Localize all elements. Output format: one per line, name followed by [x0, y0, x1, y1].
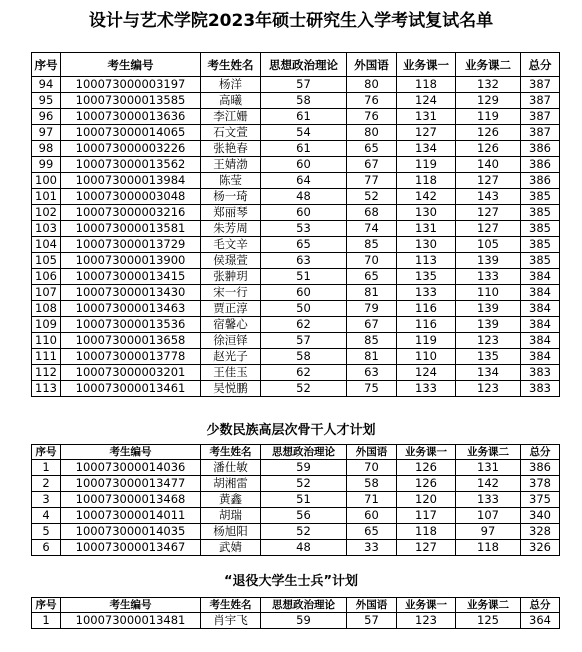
cell-serial-no: 98: [32, 141, 61, 157]
cell-foreign-language-score: 71: [347, 492, 397, 508]
cell-major-course-2-score: 110: [456, 285, 521, 301]
cell-major-course-2-score: 107: [456, 508, 521, 524]
cell-serial-no: 105: [32, 253, 61, 269]
cell-candidate-name: 吴悦鹏: [201, 381, 261, 397]
cell-candidate-id: 100073000013658: [61, 333, 201, 349]
cell-foreign-language-score: 68: [347, 205, 397, 221]
cell-serial-no: 103: [32, 221, 61, 237]
cell-politics-score: 60: [261, 285, 347, 301]
table-row: [32, 125, 560, 141]
column-header-serial-no: 序号: [32, 598, 61, 613]
cell-candidate-id: 100073000013636: [61, 109, 201, 125]
cell-politics-score: 51: [261, 269, 347, 285]
table-row: [32, 285, 560, 301]
cell-major-course-1-score: 124: [397, 365, 456, 381]
cell-major-course-1-score: 130: [397, 205, 456, 221]
table-row: [32, 613, 560, 629]
cell-foreign-language-score: 65: [347, 141, 397, 157]
cell-major-course-1-score: 142: [397, 189, 456, 205]
cell-foreign-language-score: 60: [347, 508, 397, 524]
table-body: [32, 77, 560, 397]
cell-major-course-2-score: 129: [456, 93, 521, 109]
cell-politics-score: 59: [261, 613, 347, 629]
cell-candidate-name: 杨旭阳: [201, 524, 261, 540]
table-header-row: [32, 445, 560, 460]
cell-foreign-language-score: 70: [347, 460, 397, 476]
cell-total-score: 387: [521, 77, 560, 93]
cell-candidate-name: 肖宇飞: [201, 613, 261, 629]
table-row: [32, 205, 560, 221]
cell-major-course-1-score: 126: [397, 476, 456, 492]
cell-politics-score: 52: [261, 524, 347, 540]
cell-candidate-id: 100073000003226: [61, 141, 201, 157]
cell-candidate-name: 贾正淳: [201, 301, 261, 317]
cell-politics-score: 50: [261, 301, 347, 317]
table-row: [32, 93, 560, 109]
table-header-row: [32, 53, 560, 77]
column-header-serial-no: 序号: [32, 53, 61, 77]
cell-politics-score: 63: [261, 253, 347, 269]
cell-serial-no: 5: [32, 524, 61, 540]
cell-major-course-2-score: 139: [456, 317, 521, 333]
cell-major-course-1-score: 118: [397, 77, 456, 93]
column-header-candidate-id: 考生编号: [61, 53, 201, 77]
cell-serial-no: 102: [32, 205, 61, 221]
veteran-plan-table: [31, 597, 560, 629]
table-row: [32, 460, 560, 476]
cell-candidate-name: 武婧: [201, 540, 261, 556]
table-row: [32, 269, 560, 285]
cell-major-course-2-score: 139: [456, 301, 521, 317]
table-row: [32, 492, 560, 508]
cell-candidate-id: 100073000014065: [61, 125, 201, 141]
table-row: [32, 524, 560, 540]
cell-politics-score: 60: [261, 157, 347, 173]
cell-politics-score: 60: [261, 205, 347, 221]
cell-candidate-id: 100073000003048: [61, 189, 201, 205]
cell-candidate-name: 徐洹铎: [201, 333, 261, 349]
cell-total-score: 385: [521, 253, 560, 269]
table-row: [32, 317, 560, 333]
table-row: [32, 301, 560, 317]
table-row: [32, 157, 560, 173]
cell-candidate-name: 石文萱: [201, 125, 261, 141]
cell-major-course-2-score: 126: [456, 125, 521, 141]
column-header-total-score: 总分: [521, 445, 560, 460]
column-header-major-course-1-score: 业务课一: [397, 445, 456, 460]
cell-foreign-language-score: 77: [347, 173, 397, 189]
column-header-major-course-1-score: 业务课一: [397, 598, 456, 613]
table-header-row: [32, 598, 560, 613]
cell-total-score: 328: [521, 524, 560, 540]
cell-candidate-id: 100073000013463: [61, 301, 201, 317]
cell-total-score: 384: [521, 333, 560, 349]
cell-foreign-language-score: 65: [347, 524, 397, 540]
cell-candidate-id: 100073000003216: [61, 205, 201, 221]
cell-foreign-language-score: 80: [347, 125, 397, 141]
cell-major-course-2-score: 127: [456, 221, 521, 237]
cell-candidate-name: 王佳玉: [201, 365, 261, 381]
cell-foreign-language-score: 67: [347, 317, 397, 333]
cell-politics-score: 57: [261, 333, 347, 349]
table-row: [32, 253, 560, 269]
cell-politics-score: 52: [261, 476, 347, 492]
cell-major-course-2-score: 142: [456, 476, 521, 492]
column-header-candidate-name: 考生姓名: [201, 445, 261, 460]
cell-major-course-1-score: 134: [397, 141, 456, 157]
table-row: [32, 333, 560, 349]
cell-total-score: 387: [521, 109, 560, 125]
cell-major-course-1-score: 127: [397, 540, 456, 556]
cell-politics-score: 58: [261, 349, 347, 365]
cell-politics-score: 58: [261, 93, 347, 109]
cell-major-course-1-score: 123: [397, 613, 456, 629]
cell-foreign-language-score: 85: [347, 333, 397, 349]
cell-total-score: 383: [521, 365, 560, 381]
cell-serial-no: 95: [32, 93, 61, 109]
cell-politics-score: 54: [261, 125, 347, 141]
cell-total-score: 375: [521, 492, 560, 508]
table-row: [32, 365, 560, 381]
cell-major-course-1-score: 110: [397, 349, 456, 365]
cell-major-course-2-score: 131: [456, 460, 521, 476]
cell-total-score: 384: [521, 317, 560, 333]
cell-candidate-id: 100073000014011: [61, 508, 201, 524]
cell-major-course-2-score: 133: [456, 269, 521, 285]
table-row: [32, 189, 560, 205]
cell-candidate-id: 100073000013984: [61, 173, 201, 189]
cell-candidate-id: 100073000014036: [61, 460, 201, 476]
table-row: [32, 381, 560, 397]
cell-candidate-id: 100073000013778: [61, 349, 201, 365]
cell-candidate-id: 100073000013562: [61, 157, 201, 173]
cell-major-course-2-score: 143: [456, 189, 521, 205]
cell-major-course-2-score: 139: [456, 253, 521, 269]
cell-foreign-language-score: 75: [347, 381, 397, 397]
table-row: [32, 109, 560, 125]
cell-total-score: 364: [521, 613, 560, 629]
cell-politics-score: 65: [261, 237, 347, 253]
cell-serial-no: 106: [32, 269, 61, 285]
table-row: [32, 141, 560, 157]
cell-candidate-id: 100073000003197: [61, 77, 201, 93]
cell-serial-no: 3: [32, 492, 61, 508]
cell-major-course-2-score: 97: [456, 524, 521, 540]
cell-candidate-id: 100073000013729: [61, 237, 201, 253]
cell-major-course-2-score: 127: [456, 173, 521, 189]
cell-serial-no: 111: [32, 349, 61, 365]
cell-candidate-id: 100073000013467: [61, 540, 201, 556]
cell-serial-no: 101: [32, 189, 61, 205]
cell-serial-no: 1: [32, 613, 61, 629]
cell-major-course-1-score: 127: [397, 125, 456, 141]
cell-total-score: 384: [521, 301, 560, 317]
cell-major-course-1-score: 117: [397, 508, 456, 524]
table-row: [32, 540, 560, 556]
section-title-veteran-plan: “退役大学生士兵”计划: [223, 574, 359, 589]
cell-candidate-id: 100073000013536: [61, 317, 201, 333]
cell-foreign-language-score: 33: [347, 540, 397, 556]
cell-candidate-name: 潘仕敏: [201, 460, 261, 476]
cell-major-course-1-score: 124: [397, 93, 456, 109]
minority-plan-table: [31, 444, 560, 556]
cell-candidate-name: 张艳春: [201, 141, 261, 157]
column-header-major-course-2-score: 业务课二: [456, 598, 521, 613]
cell-major-course-1-score: 113: [397, 253, 456, 269]
column-header-serial-no: 序号: [32, 445, 61, 460]
cell-foreign-language-score: 67: [347, 157, 397, 173]
table-body: [32, 460, 560, 556]
cell-total-score: 385: [521, 189, 560, 205]
cell-candidate-id: 100073000013415: [61, 269, 201, 285]
cell-foreign-language-score: 76: [347, 93, 397, 109]
cell-candidate-id: 100073000014035: [61, 524, 201, 540]
cell-total-score: 386: [521, 141, 560, 157]
cell-candidate-name: 李江姗: [201, 109, 261, 125]
cell-politics-score: 57: [261, 77, 347, 93]
cell-major-course-2-score: 123: [456, 381, 521, 397]
cell-total-score: 384: [521, 285, 560, 301]
cell-candidate-id: 100073000013900: [61, 253, 201, 269]
table-row: [32, 221, 560, 237]
cell-major-course-2-score: 126: [456, 141, 521, 157]
cell-foreign-language-score: 79: [347, 301, 397, 317]
cell-major-course-2-score: 123: [456, 333, 521, 349]
column-header-politics-score: 思想政治理论: [261, 445, 347, 460]
cell-major-course-2-score: 127: [456, 205, 521, 221]
cell-major-course-1-score: 126: [397, 460, 456, 476]
cell-total-score: 385: [521, 221, 560, 237]
cell-foreign-language-score: 81: [347, 285, 397, 301]
section-title-minority-plan: 少数民族高层次骨干人才计划: [206, 423, 376, 438]
cell-serial-no: 104: [32, 237, 61, 253]
main-candidate-table: [31, 52, 560, 397]
cell-total-score: 386: [521, 460, 560, 476]
cell-politics-score: 64: [261, 173, 347, 189]
cell-politics-score: 62: [261, 365, 347, 381]
cell-serial-no: 1: [32, 460, 61, 476]
column-header-politics-score: 思想政治理论: [261, 53, 347, 77]
cell-serial-no: 100: [32, 173, 61, 189]
column-header-candidate-name: 考生姓名: [201, 598, 261, 613]
cell-major-course-1-score: 131: [397, 221, 456, 237]
cell-total-score: 385: [521, 237, 560, 253]
cell-foreign-language-score: 57: [347, 613, 397, 629]
cell-candidate-name: 高曦: [201, 93, 261, 109]
cell-major-course-2-score: 125: [456, 613, 521, 629]
cell-candidate-id: 100073000003201: [61, 365, 201, 381]
cell-major-course-1-score: 131: [397, 109, 456, 125]
cell-serial-no: 112: [32, 365, 61, 381]
cell-candidate-name: 胡湘雷: [201, 476, 261, 492]
cell-candidate-name: 陈莹: [201, 173, 261, 189]
cell-major-course-1-score: 118: [397, 524, 456, 540]
table-row: [32, 173, 560, 189]
cell-candidate-name: 宋一行: [201, 285, 261, 301]
cell-politics-score: 59: [261, 460, 347, 476]
cell-total-score: 384: [521, 269, 560, 285]
cell-candidate-id: 100073000013581: [61, 221, 201, 237]
cell-candidate-id: 100073000013477: [61, 476, 201, 492]
cell-foreign-language-score: 76: [347, 109, 397, 125]
table-row: [32, 508, 560, 524]
cell-candidate-name: 黄鑫: [201, 492, 261, 508]
cell-politics-score: 48: [261, 189, 347, 205]
cell-politics-score: 62: [261, 317, 347, 333]
table-body: [32, 613, 560, 629]
table-row: [32, 237, 560, 253]
cell-candidate-name: 胡瑞: [201, 508, 261, 524]
cell-serial-no: 107: [32, 285, 61, 301]
cell-serial-no: 110: [32, 333, 61, 349]
page-title: 设计与艺术学院2023年硕士研究生入学考试复试名单: [88, 11, 494, 31]
cell-total-score: 383: [521, 381, 560, 397]
cell-major-course-1-score: 133: [397, 381, 456, 397]
cell-major-course-1-score: 135: [397, 269, 456, 285]
cell-politics-score: 53: [261, 221, 347, 237]
cell-candidate-id: 100073000013468: [61, 492, 201, 508]
cell-total-score: 378: [521, 476, 560, 492]
cell-candidate-name: 杨一琦: [201, 189, 261, 205]
cell-candidate-name: 毛文辛: [201, 237, 261, 253]
column-header-foreign-language-score: 外国语: [347, 598, 397, 613]
cell-serial-no: 2: [32, 476, 61, 492]
table-row: [32, 476, 560, 492]
column-header-foreign-language-score: 外国语: [347, 445, 397, 460]
cell-serial-no: 6: [32, 540, 61, 556]
cell-major-course-1-score: 116: [397, 301, 456, 317]
cell-candidate-name: 郑丽琴: [201, 205, 261, 221]
cell-major-course-2-score: 105: [456, 237, 521, 253]
cell-major-course-1-score: 130: [397, 237, 456, 253]
cell-candidate-name: 赵光子: [201, 349, 261, 365]
cell-major-course-1-score: 133: [397, 285, 456, 301]
cell-major-course-1-score: 119: [397, 333, 456, 349]
cell-politics-score: 61: [261, 141, 347, 157]
column-header-foreign-language-score: 外国语: [347, 53, 397, 77]
cell-total-score: 387: [521, 125, 560, 141]
cell-major-course-2-score: 118: [456, 540, 521, 556]
cell-major-course-1-score: 119: [397, 157, 456, 173]
cell-major-course-2-score: 119: [456, 109, 521, 125]
column-header-total-score: 总分: [521, 598, 560, 613]
cell-candidate-name: 张翀玥: [201, 269, 261, 285]
cell-foreign-language-score: 63: [347, 365, 397, 381]
cell-total-score: 385: [521, 205, 560, 221]
cell-major-course-2-score: 135: [456, 349, 521, 365]
cell-foreign-language-score: 52: [347, 189, 397, 205]
cell-candidate-name: 宿馨心: [201, 317, 261, 333]
cell-total-score: 326: [521, 540, 560, 556]
cell-major-course-2-score: 132: [456, 77, 521, 93]
cell-serial-no: 94: [32, 77, 61, 93]
cell-candidate-id: 100073000013481: [61, 613, 201, 629]
column-header-candidate-id: 考生编号: [61, 598, 201, 613]
cell-foreign-language-score: 70: [347, 253, 397, 269]
cell-candidate-id: 100073000013585: [61, 93, 201, 109]
cell-total-score: 384: [521, 349, 560, 365]
cell-major-course-1-score: 118: [397, 173, 456, 189]
cell-serial-no: 96: [32, 109, 61, 125]
column-header-candidate-name: 考生姓名: [201, 53, 261, 77]
cell-major-course-2-score: 140: [456, 157, 521, 173]
cell-politics-score: 51: [261, 492, 347, 508]
cell-foreign-language-score: 85: [347, 237, 397, 253]
cell-politics-score: 56: [261, 508, 347, 524]
cell-foreign-language-score: 58: [347, 476, 397, 492]
cell-serial-no: 109: [32, 317, 61, 333]
cell-serial-no: 4: [32, 508, 61, 524]
table-row: [32, 77, 560, 93]
cell-serial-no: 113: [32, 381, 61, 397]
cell-serial-no: 108: [32, 301, 61, 317]
cell-major-course-2-score: 133: [456, 492, 521, 508]
cell-candidate-name: 侯璟萱: [201, 253, 261, 269]
cell-foreign-language-score: 81: [347, 349, 397, 365]
cell-serial-no: 99: [32, 157, 61, 173]
cell-candidate-name: 王婧渤: [201, 157, 261, 173]
cell-serial-no: 97: [32, 125, 61, 141]
column-header-major-course-1-score: 业务课一: [397, 53, 456, 77]
cell-total-score: 386: [521, 157, 560, 173]
cell-foreign-language-score: 74: [347, 221, 397, 237]
cell-major-course-1-score: 116: [397, 317, 456, 333]
column-header-major-course-2-score: 业务课二: [456, 445, 521, 460]
cell-politics-score: 52: [261, 381, 347, 397]
cell-total-score: 340: [521, 508, 560, 524]
cell-major-course-1-score: 120: [397, 492, 456, 508]
cell-candidate-id: 100073000013461: [61, 381, 201, 397]
cell-candidate-id: 100073000013430: [61, 285, 201, 301]
cell-foreign-language-score: 65: [347, 269, 397, 285]
cell-foreign-language-score: 80: [347, 77, 397, 93]
cell-major-course-2-score: 134: [456, 365, 521, 381]
cell-politics-score: 48: [261, 540, 347, 556]
column-header-major-course-2-score: 业务课二: [456, 53, 521, 77]
cell-candidate-name: 朱芳周: [201, 221, 261, 237]
column-header-candidate-id: 考生编号: [61, 445, 201, 460]
column-header-total-score: 总分: [521, 53, 560, 77]
column-header-politics-score: 思想政治理论: [261, 598, 347, 613]
cell-politics-score: 61: [261, 109, 347, 125]
cell-total-score: 386: [521, 173, 560, 189]
cell-total-score: 387: [521, 93, 560, 109]
table-row: [32, 349, 560, 365]
cell-candidate-name: 杨洋: [201, 77, 261, 93]
